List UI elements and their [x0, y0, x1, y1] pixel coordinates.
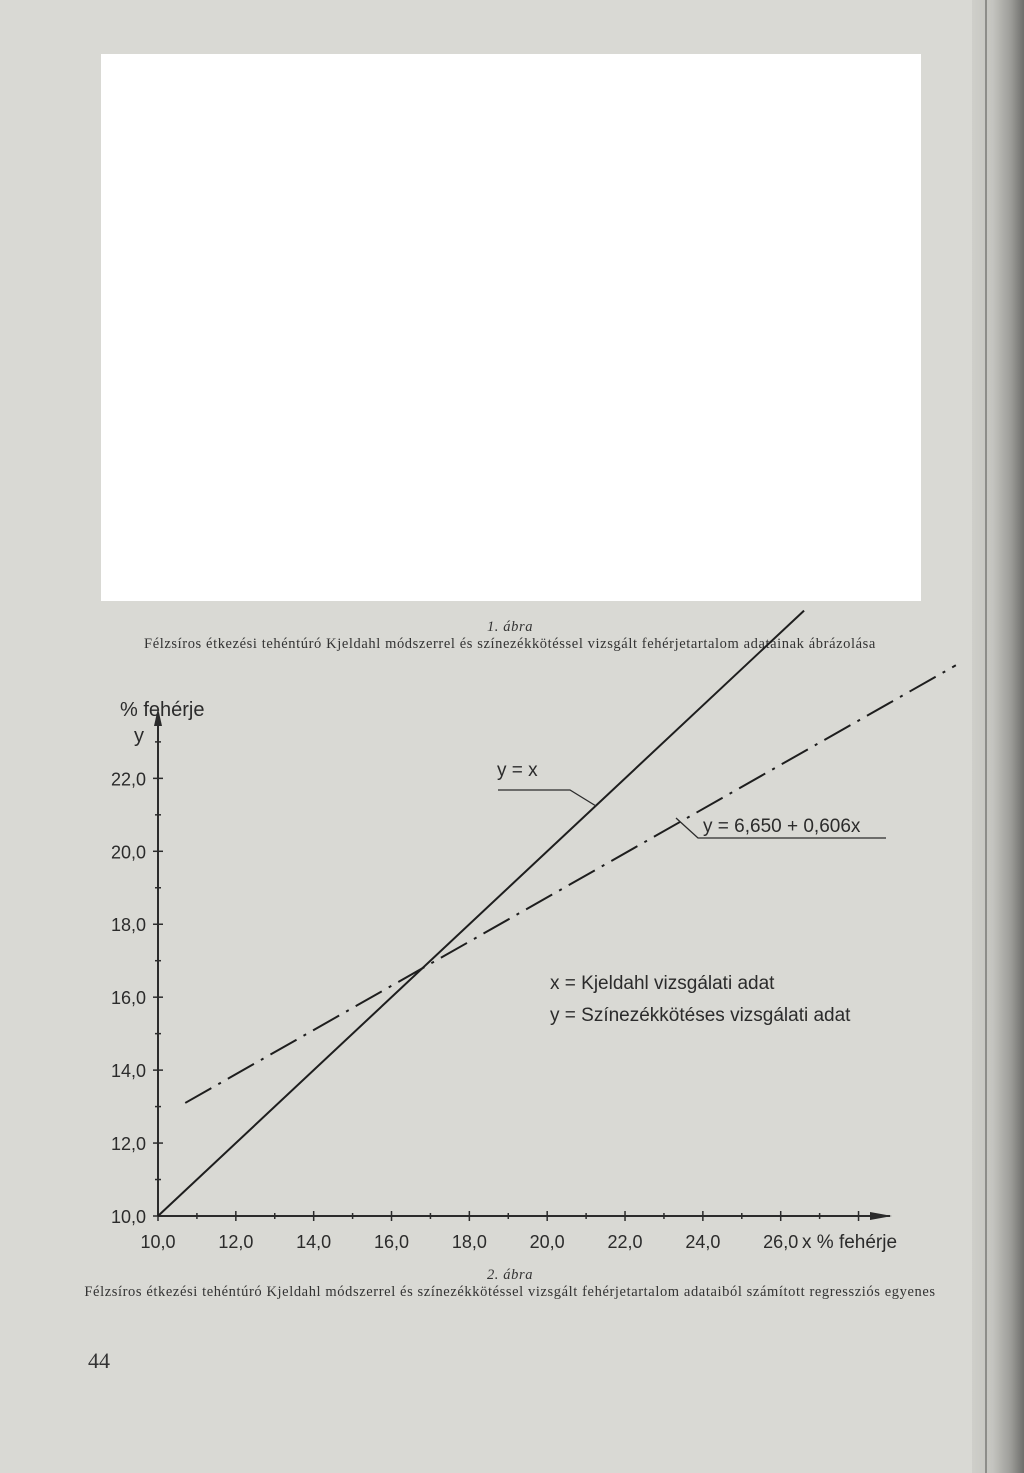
x-tick-label: 18,0 [451, 1232, 487, 1252]
identity-label-leader [498, 790, 596, 806]
page-number: 44 [88, 1348, 110, 1373]
y-tick-label: 10,0 [110, 1207, 146, 1227]
x-tick-label: 16,0 [373, 1232, 410, 1252]
x-tick-label: 20,0 [529, 1232, 565, 1252]
x-tick-label: 26,0 [763, 1232, 799, 1252]
figure-2-caption-text: Félzsíros étkezési tehéntúró Kjeldahl módszerrel és színezékkötéssel vizsgált fehérjetartalom adataiból számított regressziós egyenes [84, 1284, 936, 1300]
figure-2-number: 2. ábra [486, 1267, 534, 1283]
y-tick-label: 18,0 [110, 915, 146, 936]
y-axis-variable: y [134, 725, 144, 747]
y-tick-label: 12,0 [110, 1134, 146, 1155]
x-tick-label: 24,0 [685, 1232, 721, 1252]
x-axis-title: x % fehérje [802, 1232, 898, 1253]
y-tick-label: 16,0 [110, 988, 146, 1009]
y-axis-unit: % fehérje [120, 699, 205, 721]
regression-line [185, 665, 956, 1103]
x-tick-label: 14,0 [296, 1232, 332, 1252]
legend-y-definition: y = Színezékkötéses vizsgálati adat [550, 1005, 851, 1026]
identity-line-label: y = x [497, 760, 538, 781]
identity-line [158, 611, 804, 1216]
x-tick-label: 10,0 [140, 1232, 176, 1252]
figure-1-number: 1. ábra [486, 619, 534, 635]
x-tick-label: 22,0 [607, 1232, 643, 1252]
y-tick-label: 22,0 [110, 769, 146, 790]
x-axis-arrow [870, 1212, 892, 1220]
regression-line-label: y = 6,650 + 0,606x [703, 816, 861, 837]
legend-x-definition: x = Kjeldahl vizsgálati adat [550, 973, 775, 994]
figure-1-caption-text: Félzsíros étkezési tehéntúró Kjeldahl módszerrel és színezékkötéssel vizsgált fehérjetartalom adatainak ábrázolása [144, 636, 876, 652]
y-tick-label: 20,0 [110, 842, 146, 863]
figure-2-caption [60, 1267, 960, 1301]
y-tick-label: 14,0 [110, 1061, 146, 1082]
x-tick-label: 12,0 [218, 1232, 254, 1252]
